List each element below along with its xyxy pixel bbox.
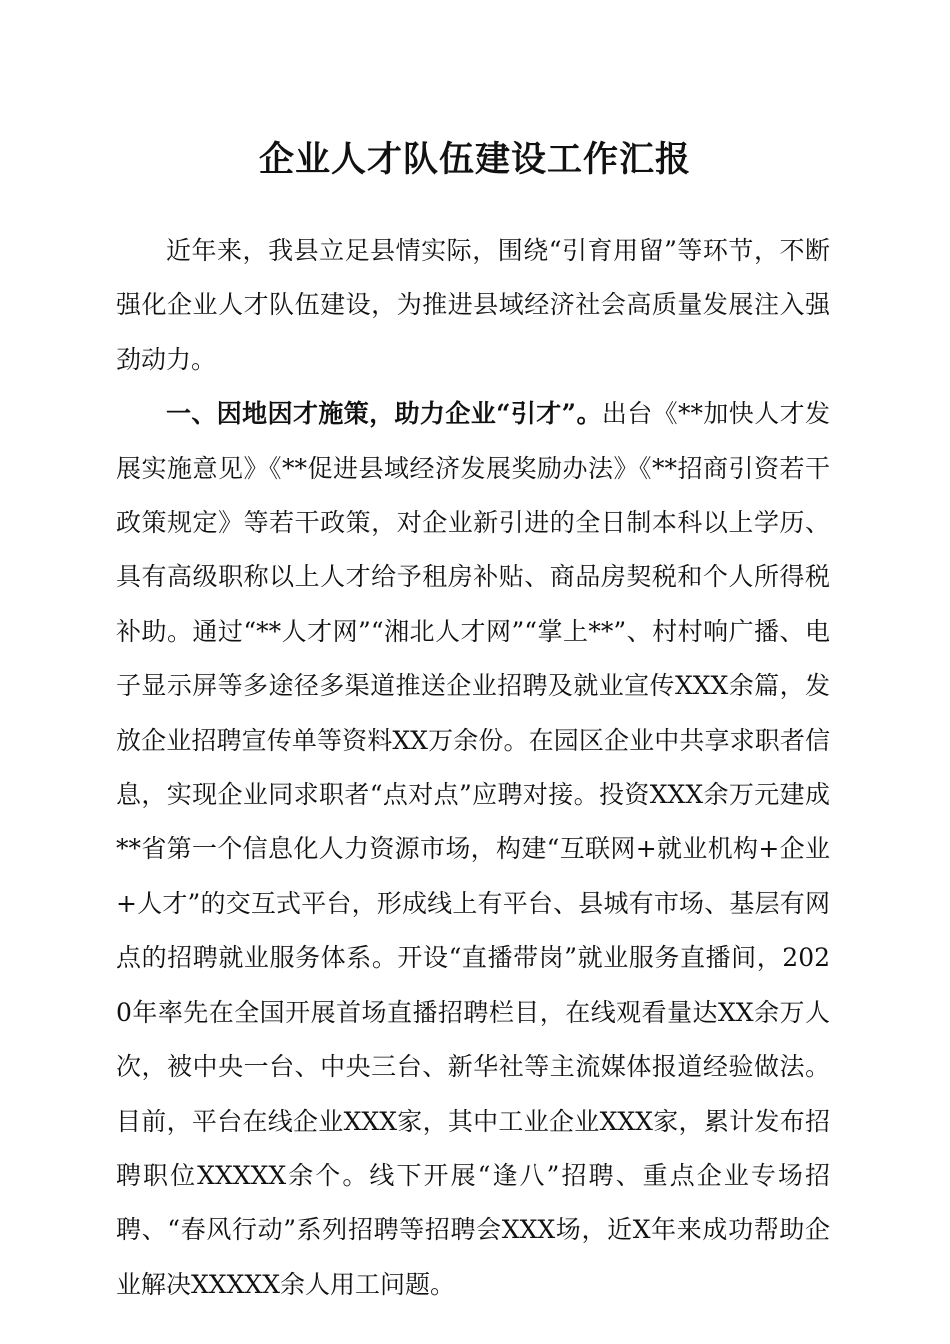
intro-paragraph: 近年来，我县立足县情实际，围绕“引育用留”等环节，不断强化企业人才队伍建设，为推进县域经济社会高质量发展注入强劲动力。 [116,236,830,374]
document-title: 企业人才队伍建设工作汇报 [258,139,691,180]
document-body [116,224,830,1312]
section-1-heading: 一、因地因才施策，助力企业“引才”。 [166,399,602,429]
section-1-body: 出台《**加快人才发展实施意见》《**促进县域经济发展奖励办法》《**招商引资若干政策规定》等若干政策，对企业新引进的全日制本科以上学历、具有高级职称以上人才给予租房补贴、商品房契税和个人所得税补助。通过“**人才网”“湘北人才网”“掌上**”、村村响广播、电子显示屏等多途径多渠道推送企业招聘及就业宣传XXX余篇，发放企业招聘宣传单等资料XX万余份。在园区企业中共享求职者信息，实现企业同求职者“点对点”应聘对接。投资XXX余万元建成**省第一个信息化人力资源市场，构建“互联网+就业机构+企业+人才”的交互式平台，形成线上有平台、县城有市场、基层有网点的招聘就业服务体系。开设“直播带岗”就业服务直播间，2020年率先在全国开展首场直播招聘栏目，在线观看量达XX余万人次，被中央一台、中央三台、新华社等主流媒体报道经验做法。目前，平台在线企业XXX家，其中工业企业XXX家，累计发布招聘职位XXXXX余个。线下开展“逢八”招聘、重点企业专场招聘、“春风行动”系列招聘等招聘会XXX场，近X年来成功帮助企业解决XXXXX余人用工问题。 [116,399,830,1299]
section-1-paragraph [116,387,830,1312]
